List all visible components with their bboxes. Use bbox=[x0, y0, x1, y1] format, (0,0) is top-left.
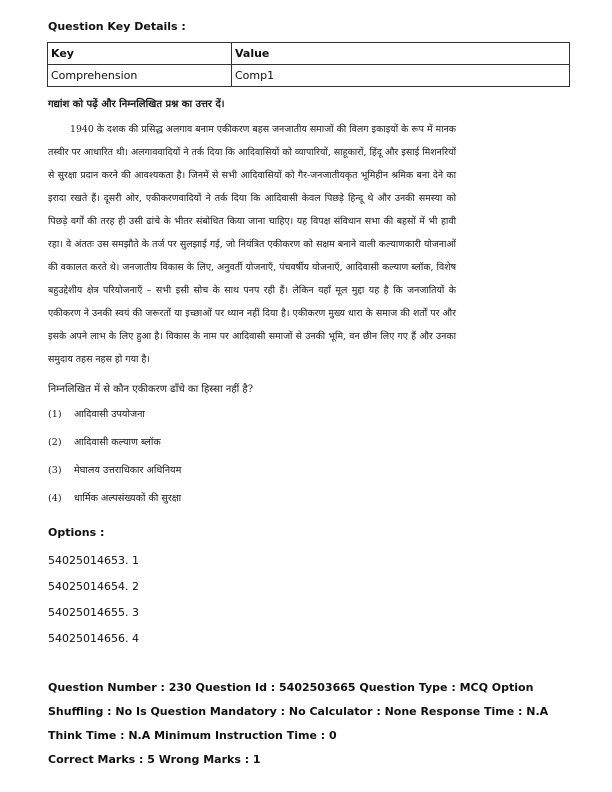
choice-text: आदिवासी उपयोजना bbox=[74, 409, 145, 420]
choice-item bbox=[48, 457, 456, 485]
choice-item bbox=[48, 401, 456, 429]
table-row bbox=[48, 65, 570, 87]
choice-item bbox=[48, 429, 456, 457]
choice-text: आदिवासी कल्याण ब्लॉक bbox=[74, 437, 161, 448]
option-item: 54025014654. 2 bbox=[48, 580, 139, 593]
table-cell-key: Comprehension bbox=[48, 65, 232, 87]
key-value-table bbox=[47, 42, 570, 87]
passage-text: 1940 के दशक की प्रसिद्ध अलगाव बनाम एकीकरण बहस जनजातीय समाजों की विलग इकाइयों के रूप में मानक तस्वीर पर आधारित थी। अलगाववादियों ने तर्क दिया कि आदिवासियों को व्यापारियों, साहूकारों, हिंदू और इसाई मिशनरियों से सुरक्षा प्रदान करने की आवश्यकता है। जिनमें से सभी आदिवासियों को गैर-जनजातीयकृत भूमिहीन श्रमिक बना देने का इरादा रखते हैं। दूसरी ओर, एकीकरणवादियों ने तर्क दिया कि आदिवासी केवल पिछड़े हिन्दू थे और उनकी समस्या को पिछड़े वर्गों की तरह ही उसी ढांचे के भीतर संबोधित किया जाना चाहिए। यह विपक्ष संविधान सभा की बहसों में भी हावी रहा। वे अंततः उस समझौते के तर्ज पर सुलझाई गई, जो नियंत्रित एकीकरण को सक्षम बनाने वाली कल्याणकारी योजनाओं की वकालत करते थे। जनजातीय विकास के लिए, अनुवर्ती योजनाएँ, पंचवर्षीय योजनाएँ, आदिवासी कल्याण ब्लॉक, विशेष बहुउद्देशीय क्षेत्र परियोजनाएँ – सभी इसी सोच के साथ पनप रही हैं। लेकिन यहाँ मूल मुद्दा यह है कि जनजातियों के एकीकरण ने उनकी स्वयं की जरूरतों या इच्छाओं पर ध्यान नहीं दिया है। एकीकरण मुख्य धारा के समाज की शर्तों पर और इसके अपने लाभ के लिए हुआ है। विकास के नाम पर आदिवासी समाजों से उनकी भूमि, वन छीन लिए गए हैं और उनका समुदाय तहस नहस हो गया है। bbox=[48, 124, 456, 365]
question-text: निम्नलिखित में से कौन एकीकरण ढाँचे का हिस्सा नहीं है? bbox=[48, 384, 254, 395]
options-heading: Options : bbox=[48, 526, 105, 539]
choice-number: (4) bbox=[48, 493, 62, 504]
option-item: 54025014653. 1 bbox=[48, 554, 139, 567]
choice-text: धार्मिक अल्पसंख्यकों की सुरक्षा bbox=[74, 493, 182, 504]
question-metadata bbox=[48, 676, 568, 772]
option-item: 54025014656. 4 bbox=[48, 632, 139, 645]
column-header-key: Key bbox=[48, 43, 232, 65]
options-list bbox=[48, 548, 139, 652]
choice-text: मेघालय उत्तराधिकार अधिनियम bbox=[74, 465, 182, 476]
marks-info: Correct Marks : 5 Wrong Marks : 1 bbox=[48, 753, 261, 766]
passage-image bbox=[48, 96, 456, 513]
passage-instruction: गद्यांश को पढ़ें और निम्नलिखित प्रश्न का उत्तर दें। bbox=[48, 99, 225, 110]
table-header-row bbox=[48, 43, 570, 65]
option-item: 54025014655. 3 bbox=[48, 606, 139, 619]
choice-number: (1) bbox=[48, 409, 62, 420]
table-cell-value: Comp1 bbox=[232, 65, 570, 87]
choice-number: (2) bbox=[48, 437, 62, 448]
column-header-value: Value bbox=[232, 43, 570, 65]
page-title: Question Key Details : bbox=[48, 20, 186, 33]
metadata-details: Question Number : 230 Question Id : 5402503665 Question Type : MCQ Option Shuffling : No Is Question Mandatory : No Calculator : None Response Time : N.A Think Time : N.A Minimum Instruction Time : 0 bbox=[48, 681, 549, 742]
choice-item bbox=[48, 485, 456, 513]
choice-number: (3) bbox=[48, 465, 62, 476]
